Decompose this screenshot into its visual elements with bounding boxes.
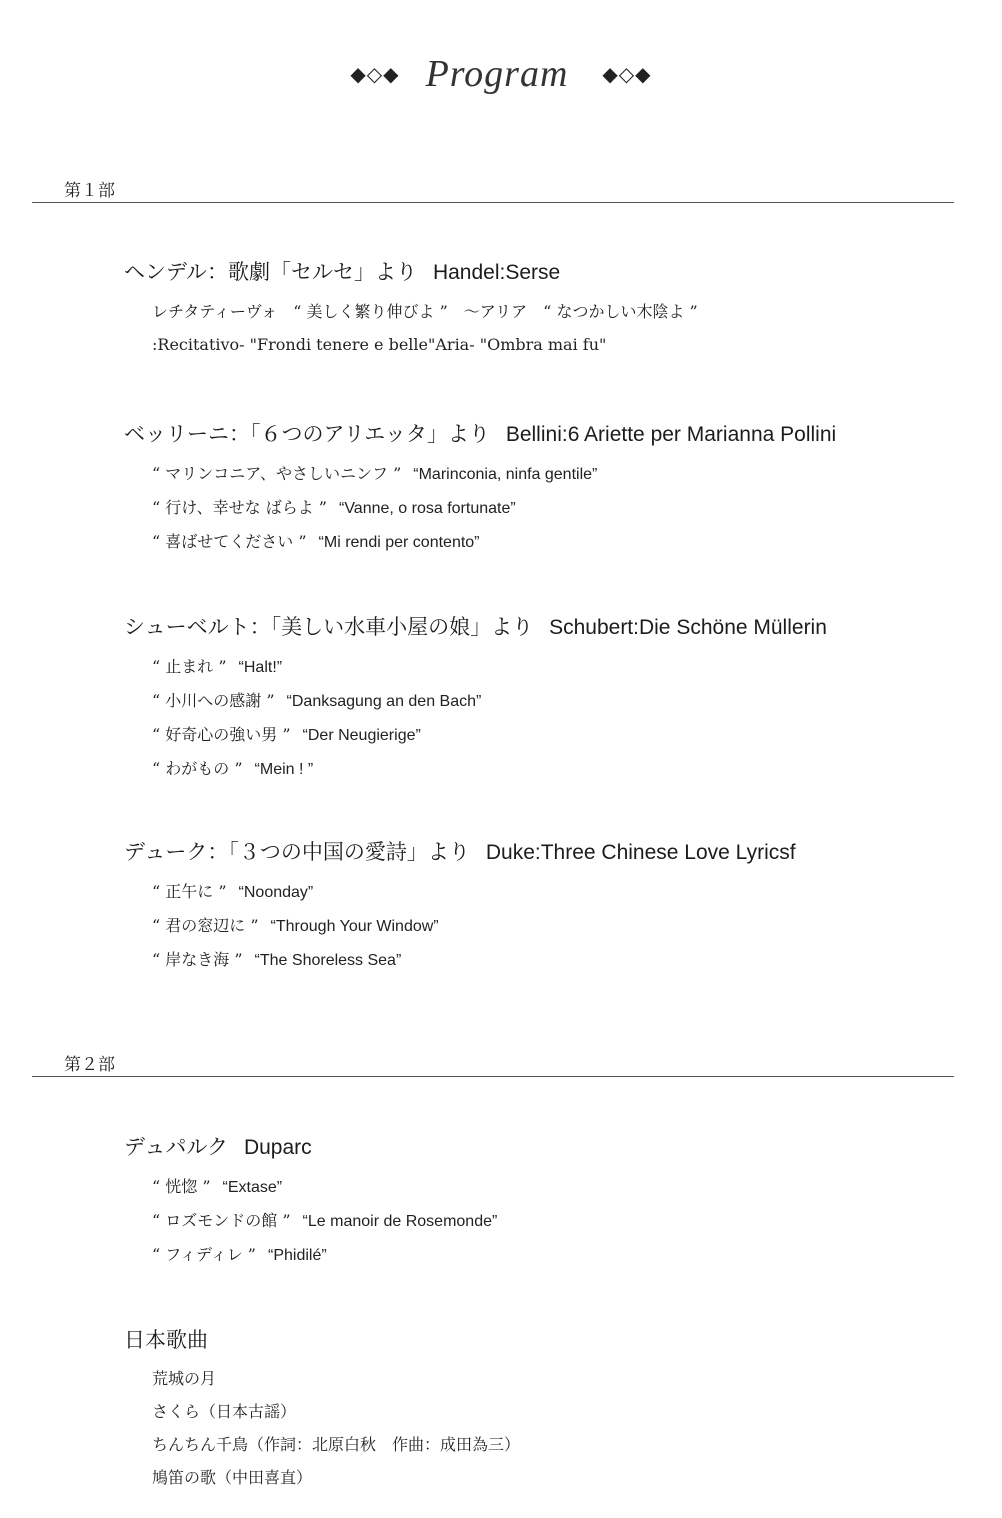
song-list	[152, 1170, 964, 1272]
piece-schubert	[124, 613, 964, 786]
song-title-ja: “ 君の窓辺に ”	[152, 916, 259, 935]
song-item	[152, 875, 964, 909]
song-title-ja: “ 恍惚 ”	[152, 1177, 211, 1196]
song-line: :Recitativo- "Frondi tenere e belle"Aria- "Ombra mai fu"	[152, 335, 607, 354]
composer-en: Handel:Serse	[432, 261, 561, 284]
song-title-en: “Noonday”	[238, 884, 314, 901]
piece-japanese-songs	[124, 1326, 964, 1494]
song-item	[152, 1204, 964, 1238]
song-title-ja: “ 小川への感謝 ”	[152, 691, 275, 710]
song-list	[152, 1362, 964, 1494]
composer-en: Schubert:Die Schöne Müllerin	[549, 616, 827, 639]
composer-heading	[124, 1133, 964, 1162]
song-line: さくら（日本古謡）	[152, 1402, 297, 1421]
song-list	[152, 295, 964, 361]
program-header	[0, 42, 1002, 106]
song-item	[152, 1170, 964, 1204]
song-title-ja: “ ロズモンドの館 ”	[152, 1211, 291, 1230]
composer-ja: デュパルク	[124, 1135, 228, 1159]
song-title-ja: “ わがもの ”	[152, 759, 243, 778]
song-title-en: “Halt!”	[238, 659, 283, 676]
page-title: Program	[425, 53, 569, 95]
composer-ja: ベッリーニ：「６つのアリエッタ」より	[124, 422, 490, 446]
song-title-en: “Vanne, o rosa fortunate”	[338, 500, 516, 517]
song-line: ちんちん千鳥（作詞：北原白秋 作曲：成田為三）	[152, 1435, 521, 1454]
song-title-en: “Marinconia, ninfa gentile”	[413, 466, 598, 483]
song-title-ja: “ 喜ばせてください ”	[152, 532, 307, 551]
song-item	[152, 752, 964, 786]
song-title-en: “Through Your Window”	[270, 918, 439, 935]
song-title-ja: “ フィディレ ”	[152, 1245, 256, 1264]
composer-en: Duke:Three Chinese Love Lyricsf	[485, 841, 796, 864]
composer-heading	[124, 1326, 964, 1354]
song-item	[152, 525, 964, 559]
song-title-en: “Mi rendi per contento”	[318, 534, 480, 551]
song-line: 荒城の月	[152, 1369, 217, 1388]
song-title-en: “Extase”	[222, 1179, 283, 1196]
song-title-ja: “ 好奇心の強い男 ”	[152, 725, 291, 744]
composer-heading	[124, 838, 964, 867]
composer-heading	[124, 258, 964, 287]
diamond-ornament-left: ◆◇◆	[350, 62, 400, 86]
composer-ja: ヘンデル：歌劇「セルセ」より	[124, 260, 417, 284]
composer-heading	[124, 613, 964, 642]
song-item	[152, 650, 964, 684]
piece-duke	[124, 838, 964, 977]
song-title-ja: “ 行け、幸せな ばらよ ”	[152, 498, 327, 517]
song-item	[152, 491, 964, 525]
part2-label: 第２部	[64, 1055, 115, 1075]
composer-heading	[124, 420, 964, 449]
composer-ja: デューク：「３つの中国の愛詩」より	[124, 840, 470, 864]
piece-handel	[124, 258, 964, 361]
song-item	[152, 718, 964, 752]
song-list	[152, 650, 964, 786]
composer-ja: シューベルト：「美しい水車小屋の娘」より	[124, 615, 534, 639]
song-item	[152, 943, 964, 977]
part2-divider	[32, 1076, 954, 1077]
composer-en: Bellini:6 Ariette per Marianna Pollini	[505, 423, 837, 446]
diamond-ornament-right: ◆◇◆	[602, 62, 652, 86]
piece-bellini	[124, 420, 964, 559]
part1-divider	[32, 202, 954, 203]
part1-label: 第１部	[64, 181, 115, 201]
song-title-en: “Der Neugierige”	[302, 727, 421, 744]
song-list	[152, 875, 964, 977]
song-title-en: “Le manoir de Rosemonde”	[302, 1213, 498, 1230]
song-list	[152, 457, 964, 559]
song-title-ja: “ マリンコニア、やさしいニンフ ”	[152, 464, 402, 483]
song-line: 鳩笛の歌（中田喜直）	[152, 1468, 313, 1487]
song-title-ja: “ 正午に ”	[152, 882, 227, 901]
song-item	[152, 457, 964, 491]
song-title-ja: “ 岸なき海 ”	[152, 950, 243, 969]
song-item	[152, 909, 964, 943]
song-title-en: “Danksagung an den Bach”	[286, 693, 482, 710]
song-item	[152, 684, 964, 718]
song-line: レチタティーヴォ “ 美しく繁り伸びよ ” 〜アリア “ なつかしい木陰よ ”	[152, 302, 698, 321]
composer-ja: 日本歌曲	[124, 1328, 208, 1352]
piece-duparc	[124, 1133, 964, 1272]
song-title-en: “The Shoreless Sea”	[254, 952, 402, 969]
song-title-ja: “ 止まれ ”	[152, 657, 227, 676]
song-title-en: “Phidilé”	[267, 1247, 327, 1264]
song-item	[152, 1238, 964, 1272]
song-title-en: “Mein ! ”	[254, 761, 314, 778]
composer-en: Duparc	[243, 1136, 312, 1159]
